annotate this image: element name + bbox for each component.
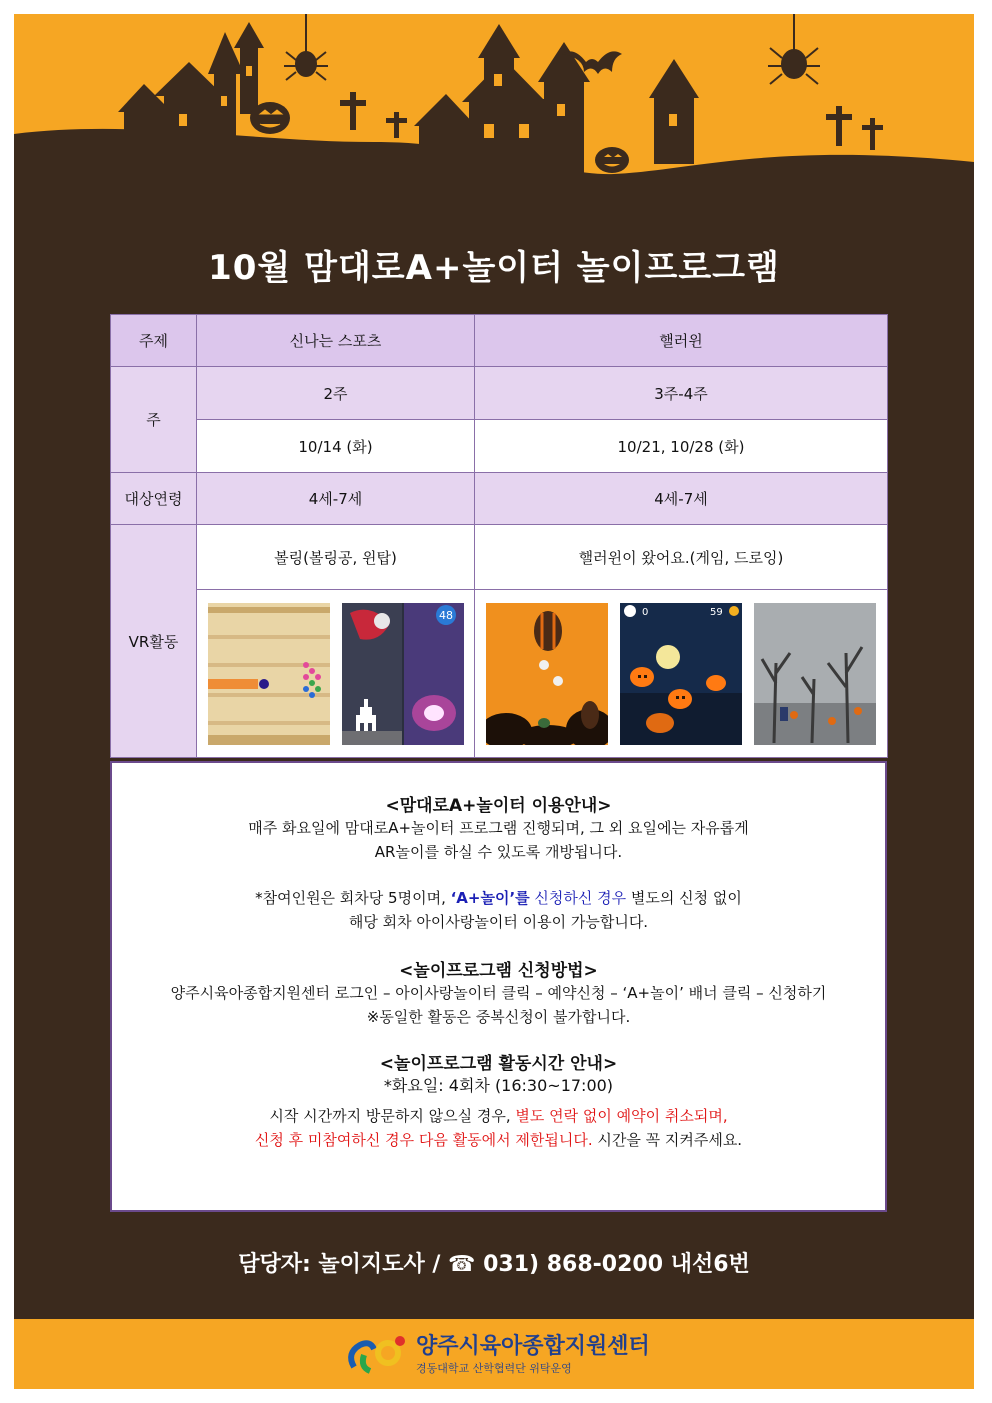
bowling-lane-image xyxy=(208,603,330,745)
score-left: 0 xyxy=(642,606,649,618)
time-heading: <놀이프로그램 활동시간 안내> xyxy=(379,1054,618,1074)
vr-label: VR활동 xyxy=(111,525,197,758)
guide-line-2: AR놀이를 하실 수 있도록 개방됩니다. xyxy=(374,843,623,861)
guide-line-1: 매주 화요일에 맘대로A+놀이터 프로그램 진행되며, 그 외 요일에는 자유롭게 xyxy=(248,819,749,837)
page-title: 10월 맘대로A+놀이터 놀이프로그램 xyxy=(208,248,780,288)
age-label: 대상연령 xyxy=(111,473,197,525)
cancel-policy: 시작 시간까지 방문하지 않으실 경우, 별도 연락 없이 예약이 취소되며, xyxy=(269,1107,728,1125)
vr-sports-images xyxy=(197,590,475,758)
poster xyxy=(14,14,974,1389)
time-value: *화요일: 4회차 (16:30~17:00) xyxy=(383,1076,614,1095)
bowling-winner-image xyxy=(342,603,464,745)
cancel-policy-line-2: 신청 후 미참여하신 경우 다음 활동에서 제한됩니다. 시간을 꼭 지켜주세요. xyxy=(254,1131,743,1149)
vr-sports: 볼링(볼링공, 윈탑) xyxy=(197,525,475,590)
apply-steps: 양주시육아종합지원센터 로그인 – 아이사랑놀이터 클릭 – 예약신청 – ‘A+놀이’ 배너 클릭 – 신청하기 xyxy=(170,984,827,1002)
date-sports: 10/14 (화) xyxy=(197,420,475,473)
center-logo-icon xyxy=(344,1327,414,1383)
apply-heading: <놀이프로그램 신청방법> xyxy=(399,961,598,981)
center-name: 양주시육아종합지원센터 xyxy=(416,1334,650,1359)
apply-warning: ※동일한 활동은 중복신청이 불가합니다. xyxy=(366,1008,631,1026)
participation-note: *참여인원은 회차당 5명이며, ‘A+놀이’를 신청하신 경우 별도의 신청 없이 xyxy=(255,889,742,907)
schedule-table xyxy=(110,314,888,758)
score-badge: 48 xyxy=(438,608,453,622)
halloween-pumpkin-road-image xyxy=(620,603,742,745)
table-row xyxy=(111,420,888,473)
usage-info-box xyxy=(110,761,887,1212)
table-row xyxy=(111,525,888,590)
table-row xyxy=(111,367,888,420)
week-sports: 2주 xyxy=(197,367,475,420)
age-halloween: 4세-7세 xyxy=(475,473,888,525)
theme-label: 주제 xyxy=(111,315,197,367)
table-row xyxy=(111,473,888,525)
age-sports: 4세-7세 xyxy=(197,473,475,525)
participation-note-line-2: 해당 회차 아이사랑놀이터 이용이 가능합니다. xyxy=(348,913,649,931)
center-subtitle: 경동대학교 산학협력단 위탁운영 xyxy=(416,1362,572,1375)
table-row xyxy=(111,315,888,367)
table-row xyxy=(111,590,888,758)
halloween-banner xyxy=(14,14,974,214)
theme-halloween: 핼러윈 xyxy=(475,315,888,367)
contact-info: 담당자: 놀이지도사 / ☎ 031) 868-0200 내선6번 xyxy=(238,1252,750,1277)
week-label: 주 xyxy=(111,367,197,473)
score-right: 59 xyxy=(710,606,723,618)
vr-halloween: 핼러윈이 왔어요.(게임, 드로잉) xyxy=(475,525,888,590)
halloween-balloon-image xyxy=(486,603,608,745)
center-logo xyxy=(344,1327,664,1383)
theme-sports: 신나는 스포츠 xyxy=(197,315,475,367)
a-plus-play-highlight: ‘A+놀이’를 xyxy=(450,889,530,907)
week-halloween: 3주-4주 xyxy=(475,367,888,420)
guide-heading: <맘대로A+놀이터 이용안내> xyxy=(385,796,612,816)
vr-halloween-images xyxy=(475,590,888,758)
date-halloween: 10/21, 10/28 (화) xyxy=(475,420,888,473)
halloween-forest-image xyxy=(754,603,876,745)
